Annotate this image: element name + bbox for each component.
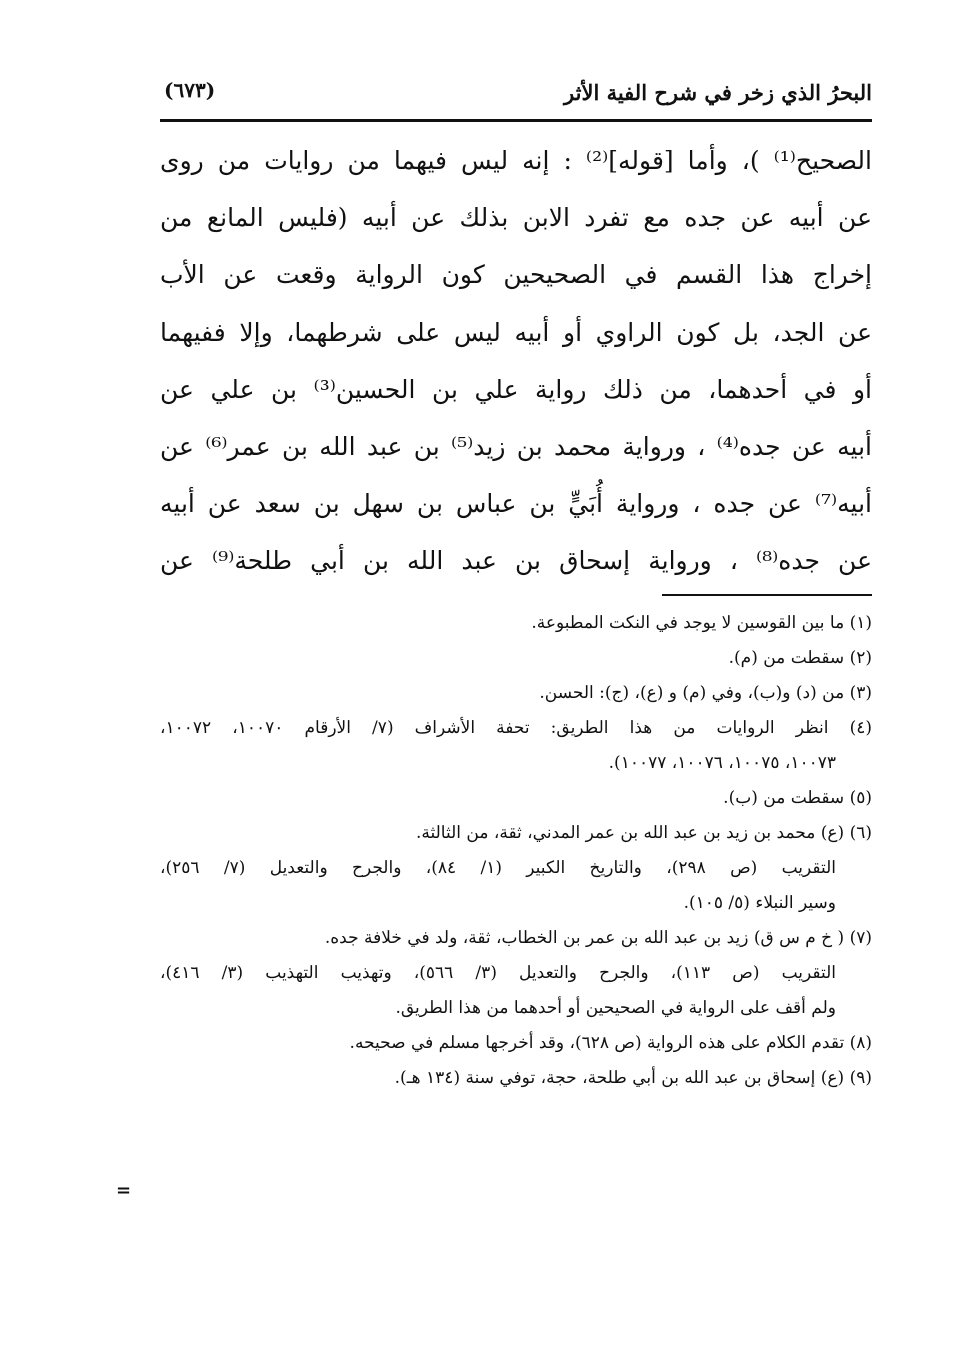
- footnote-6-continued: التقريب (ص ٢٩٨)، والتاريخ الكبير (١/ ٨٤)، والجرح والتعديل (٧/ ٢٥٦)،: [160, 858, 837, 878]
- text-line: إخراج هذا القسم في الصحيحين كون الرواية وقعت عن الأب: [160, 260, 872, 290]
- footnote-6-continued: وسير النبلاء (٥/ ١٠٥).: [683, 893, 836, 913]
- footnote-5: (٥) سقطت من (ب).: [723, 788, 872, 808]
- text-line: أبيه عن جده⁽⁴⁾ ، ورواية محمد بن زيد⁽⁵⁾ بن عبد الله بن عمر⁽⁶⁾ عن: [160, 431, 872, 461]
- footnote-2: (٢) سقطت من (م).: [728, 648, 872, 668]
- text-line: عن الجد، بل كون الراوي أو أبيه ليس على شرطهما، وإلا ففيهما: [160, 317, 872, 347]
- text-line: أبيه⁽⁷⁾ عن جده ، ورواية أُبَيٍّ بن عباس بن سهل بن سعد عن أبيه: [160, 489, 872, 519]
- footnote-8: (٨) تقدم الكلام على هذه الرواية (ص ٦٢٨)، وقد أخرجها مسلم في صحيحه.: [349, 1033, 872, 1053]
- footnote-4: (٤) انظر الروايات من هذا الطريق: تحفة الأشراف (٧/ الأرقام ١٠٠٧٠، ١٠٠٧٢،: [160, 718, 872, 738]
- header-divider: [160, 119, 872, 122]
- footnote-1: (١) ما بين القوسين لا يوجد في النكت المطبوعة.: [531, 613, 872, 633]
- footnote-7-continued: التقريب (ص ١١٣)، والجرح والتعديل (٣/ ٥٦٦)، وتهذيب التهذيب (٣/ ٤١٦)،: [160, 963, 837, 983]
- footnote-6: (٦) (ع) محمد بن زيد بن عبد الله بن عمر المدني، ثقة، من الثالثة.: [415, 823, 872, 843]
- running-title: البحرُ الذي زخر في شرح الفية الأثر: [564, 80, 872, 105]
- footnote-7-continued: ولم أقف على الرواية في الصحيحين أو أحدهما من هذا الطريق.: [395, 998, 836, 1018]
- page-number: (٦٧٣): [164, 78, 216, 102]
- text-line: أو في أحدهما، من ذلك رواية علي بن الحسين⁽³⁾ بن علي عن: [160, 374, 872, 404]
- footnote-divider: [662, 594, 872, 596]
- footnote-4-continued: ١٠٠٧٣، ١٠٠٧٥، ١٠٠٧٦، ١٠٠٧٧).: [608, 753, 836, 773]
- text-line: عن أبيه عن جده مع تفرد الابن بذلك عن أبيه (فليس المانع من: [160, 203, 872, 233]
- text-line: عن جده⁽⁸⁾ ، ورواية إسحاق بن عبد الله بن أبي طلحة⁽⁹⁾ عن: [160, 546, 872, 576]
- continuation-mark: =: [116, 1180, 132, 1201]
- footnote-7: (٧) ( خ م س ق) زيد بن عبد الله بن عمر بن الخطاب، ثقة، ولد في خلافة جده.: [324, 928, 872, 948]
- page-header: [160, 72, 872, 112]
- main-text: [160, 132, 872, 590]
- footnote-9: (٩) (ع) إسحاق بن عبد الله بن أبي طلحة، حجة، توفي سنة (١٣٤ هـ).: [394, 1068, 872, 1088]
- footnotes: [160, 606, 872, 1096]
- footnote-3: (٣) من (د) و(ب)، وفي (م) و (ع)، (ج): الحسن.: [539, 683, 872, 703]
- text-line: الصحيح⁽¹⁾ )، وأما [قوله]⁽²⁾ : إنه ليس فيهما من روايات من روى: [160, 146, 872, 175]
